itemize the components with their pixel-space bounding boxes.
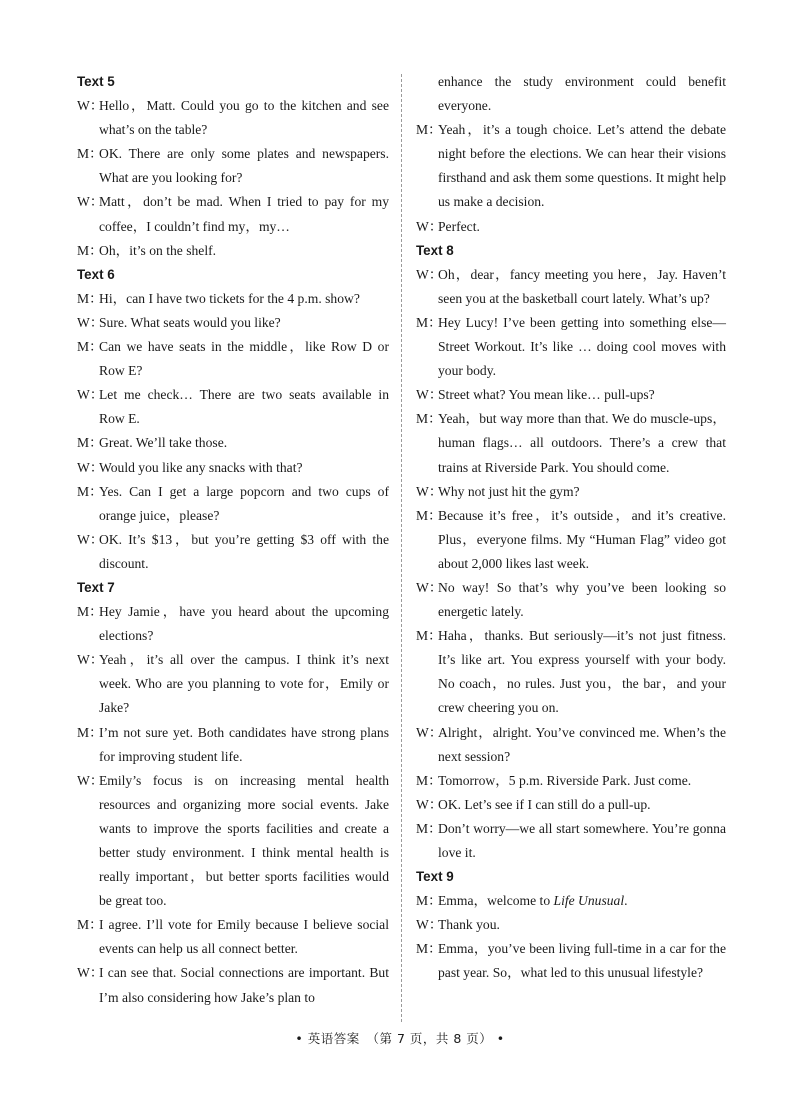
dialogue-text: OK. Let’s see if I can still do a pull-up. — [438, 796, 651, 812]
dialogue-line — [416, 215, 726, 239]
dialogue-text: Emma，you’ve been living full-time in a car for the past year. So，what led to this unusual lifestyle? — [438, 941, 726, 981]
speaker-label: M： — [77, 146, 103, 162]
dialogue-text: Hello，Matt. Could you go to the kitchen and see what’s on the table? — [99, 98, 389, 138]
speaker-label: M： — [416, 507, 442, 523]
speaker-label: M： — [416, 628, 442, 644]
dialogue-text: I can see that. Social connections are important. But I’m also considering how Jake’s plan to — [99, 965, 389, 1005]
dialogue-text-part: Emma，welcome to — [438, 893, 554, 909]
dialogue-text: Haha，thanks. But seriously—it’s not just fitness. It’s like art. You express yourself with your body. No coach，no rules. Just you，the bar，and your crew cheering you on. — [438, 628, 726, 716]
dialogue-line — [416, 889, 726, 913]
speaker-label: W： — [416, 796, 443, 812]
speaker-label: W： — [77, 965, 104, 981]
dialogue-text: Oh，it’s on the shelf. — [99, 242, 217, 258]
left-column — [77, 70, 389, 1010]
dialogue-line — [416, 937, 726, 985]
dialogue-continuation: enhance the study environment could benefit everyone. — [438, 74, 726, 114]
dialogue-text: I’m not sure yet. Both candidates have strong plans for improving student life. — [99, 724, 389, 764]
speaker-label: W： — [416, 724, 443, 740]
dialogue-line — [416, 913, 726, 937]
speaker-label: W： — [77, 98, 104, 114]
dialogue-line — [416, 769, 726, 793]
dialogue-line — [416, 793, 726, 817]
speaker-label: W： — [416, 483, 443, 499]
dialogue-text: Yeah，but way more than that. We do muscle-ups，human flags… all outdoors. There’s a crew that trains at Riverside Park. You should come. — [438, 411, 726, 475]
speaker-label: W： — [77, 387, 104, 403]
dialogue-text: Matt，don’t be mad. When I tried to pay for my coffee，I couldn’t find my，my… — [99, 194, 389, 234]
speaker-label: W： — [416, 266, 443, 282]
dialogue-text: Don’t worry—we all start somewhere. You’re gonna love it. — [438, 820, 726, 860]
dialogue-text: Yes. Can I get a large popcorn and two cups of orange juice，please? — [99, 483, 389, 523]
right-column — [416, 70, 726, 986]
dialogue-line — [77, 94, 389, 142]
dialogue-text: Sure. What seats would you like? — [99, 314, 281, 330]
dialogue-line — [77, 383, 389, 431]
dialogue-text: Would you like any snacks with that? — [99, 459, 303, 475]
speaker-label: M： — [77, 435, 103, 451]
speaker-label: M： — [77, 242, 103, 258]
dialogue-text: Yeah，it’s a tough choice. Let’s attend the debate night before the elections. We can hear their visions firsthand and ask them some questions. It might help us make a decision. — [438, 122, 726, 210]
dialogue-text: Hey Lucy! I’ve been getting into something else—Street Workout. It’s like … doing cool moves with your body. — [438, 314, 726, 379]
speaker-label: W： — [416, 579, 443, 595]
dialogue-line — [416, 817, 726, 865]
speaker-label: W： — [77, 459, 104, 475]
dialogue-line — [416, 504, 726, 576]
section-heading: Text 9 — [416, 869, 454, 885]
dialogue-text: Thank you. — [438, 917, 500, 933]
dialogue-line — [416, 383, 726, 407]
speaker-label: M： — [77, 290, 103, 306]
speaker-label: M： — [77, 724, 103, 740]
dialogue-line — [416, 576, 726, 624]
dialogue-line — [77, 190, 389, 238]
dialogue-line — [416, 407, 726, 479]
dialogue-text: OK. It’s $13，but you’re getting $3 off with the discount. — [99, 531, 389, 571]
speaker-label: M： — [77, 339, 103, 355]
dialogue-line — [416, 721, 726, 769]
dialogue-line — [77, 142, 389, 190]
dialogue-text: Tomorrow，5 p.m. Riverside Park. Just come. — [438, 772, 692, 788]
dialogue-text: Yeah，it’s all over the campus. I think it’s next week. Who are you planning to vote for，Emily or Jake? — [99, 652, 389, 716]
page-footer: • 英语答案 （第 7 页，共 8 页） • — [295, 1031, 505, 1046]
speaker-label: M： — [416, 314, 442, 330]
dialogue-line — [77, 913, 389, 961]
dialogue-line — [416, 480, 726, 504]
dialogue-line — [77, 961, 389, 1009]
speaker-label: W： — [416, 387, 443, 403]
dialogue-text: Street what? You mean like… pull-ups? — [438, 387, 655, 403]
speaker-label: M： — [416, 941, 442, 957]
speaker-label: M： — [77, 917, 103, 933]
section-heading: Text 6 — [77, 266, 115, 282]
speaker-label: W： — [416, 917, 443, 933]
dialogue-line — [416, 118, 726, 214]
dialogue-line — [77, 239, 389, 263]
dialogue-line — [77, 431, 389, 455]
section-heading: Text 5 — [77, 74, 115, 89]
dialogue-line — [416, 311, 726, 383]
dialogue-text: Can we have seats in the middle，like Row D or Row E? — [99, 339, 389, 379]
dialogue-text: Alright，alright. You’ve convinced me. When’s the next session? — [438, 724, 726, 764]
dialogue-line — [77, 600, 389, 648]
dialogue-line — [77, 335, 389, 383]
dialogue-text — [438, 889, 726, 913]
speaker-label: W： — [77, 194, 104, 210]
dialogue-line — [77, 528, 389, 576]
dialogue-line — [77, 456, 389, 480]
dialogue-text: Why not just hit the gym? — [438, 483, 580, 499]
dialogue-text-part: . — [624, 893, 628, 909]
column-divider — [401, 74, 402, 1022]
dialogue-text: Hey Jamie，have you heard about the upcoming elections? — [99, 604, 389, 644]
speaker-label: M： — [416, 893, 442, 909]
speaker-label: W： — [77, 531, 104, 547]
dialogue-line — [416, 624, 726, 720]
dialogue-text: Emily’s focus is on increasing mental health resources and organizing more social events. Jake wants to improve the sports facilities and create a better study environment. I think mental health is really important，but better sports facilities would be great too. — [99, 772, 389, 909]
show-title: Life Unusual — [553, 893, 625, 909]
dialogue-text: Because it’s free，it’s outside，and it’s creative. Plus，everyone films. My “Human Flag” video got about 2,000 likes last week. — [438, 507, 726, 571]
dialogue-text: Hi，can I have two tickets for the 4 p.m. show? — [99, 290, 360, 306]
dialogue-text: Let me check… There are two seats available in Row E. — [99, 387, 389, 427]
dialogue-line — [416, 263, 726, 311]
speaker-label: M： — [77, 604, 103, 620]
dialogue-line — [77, 287, 389, 311]
speaker-label: M： — [416, 122, 442, 138]
section-heading: Text 8 — [416, 242, 454, 258]
dialogue-line — [77, 311, 389, 335]
speaker-label: W： — [77, 314, 104, 330]
dialogue-text: Great. We’ll take those. — [99, 435, 228, 451]
speaker-label: M： — [77, 483, 103, 499]
speaker-label: W： — [77, 772, 104, 788]
speaker-label: M： — [416, 411, 442, 427]
section-heading: Text 7 — [77, 579, 115, 595]
dialogue-line — [77, 648, 389, 720]
speaker-label: W： — [416, 218, 443, 234]
dialogue-line — [77, 769, 389, 914]
speaker-label: M： — [416, 820, 442, 836]
dialogue-text: No way! So that’s why you’ve been looking so energetic lately. — [438, 579, 726, 620]
dialogue-line — [77, 721, 389, 769]
dialogue-line — [77, 480, 389, 528]
dialogue-text: OK. There are only some plates and newspapers. What are you looking for? — [99, 146, 389, 186]
dialogue-text: Oh，dear，fancy meeting you here，Jay. Haven’t seen you at the basketball court lately. What’s up? — [438, 266, 726, 306]
speaker-label: M： — [416, 772, 442, 788]
speaker-label: W： — [77, 652, 104, 668]
dialogue-text: I agree. I’ll vote for Emily because I believe social events can help us all connect better. — [99, 917, 389, 957]
dialogue-text: Perfect. — [438, 218, 480, 234]
